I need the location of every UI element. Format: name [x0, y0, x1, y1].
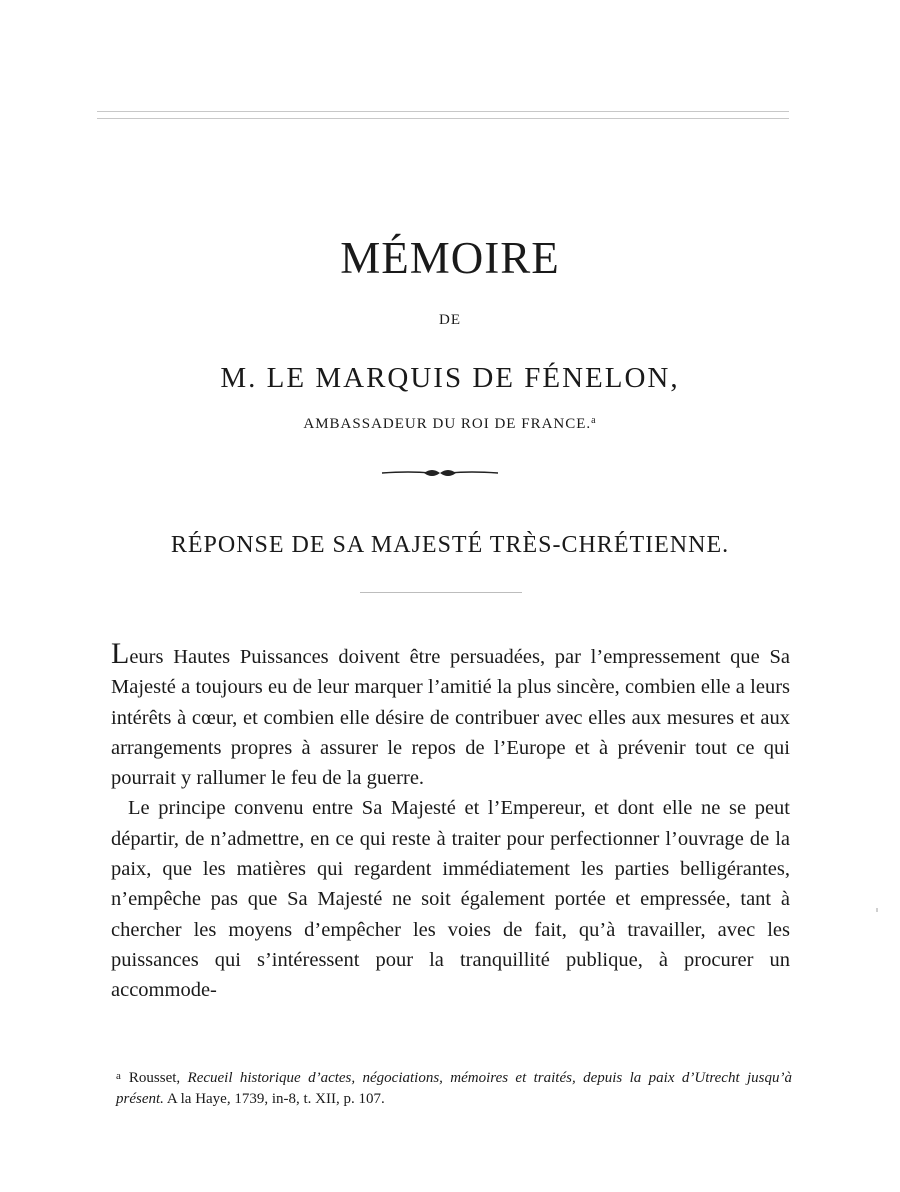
author-role: [0, 411, 900, 434]
footnote-work-title: Recueil historique d’actes, négociations, mémoires et traités, depuis la paix d’Utrecht jusqu’à présent.: [116, 1070, 792, 1107]
author-role-text: AMBASSADEUR DU ROI DE FRANCE.: [303, 416, 592, 432]
footnote-mark: a: [116, 1070, 121, 1082]
body-text: [111, 637, 790, 1006]
footnote-author: Rousset,: [128, 1070, 181, 1086]
footnote: [116, 1066, 792, 1110]
page-title: MÉMOIRE: [340, 233, 560, 283]
section-subtitle: RÉPONSE DE SA MAJESTÉ TRÈS-CHRÉTIENNE.: [170, 532, 730, 558]
footnote-reference: a: [591, 415, 597, 426]
author-name: M. LE MARQUIS DE FÉNELON,: [220, 362, 680, 394]
footnote-publication: A la Haye, 1739, in-8, t. XII, p. 107.: [166, 1091, 385, 1107]
title-preposition: DE: [439, 312, 461, 328]
header-double-rule: [97, 111, 789, 119]
paragraph-2: Le principe convenu entre Sa Majesté et l’Empereur, et dont elle ne se peut départir, de n’admettre, en ce qui reste à traiter pour perfectionner l’ouvrage de la paix, que les matières qui regardent immédiatement les parties belligérantes, n’empêche pas que Sa Majesté ne soit également portée et empressée, tant à chercher les moyens d’empêcher les voies de fait, qu’à travailler, avec les puissances qui s’intéressent pour la tranquillité publique, à procurer un accommode-: [111, 797, 790, 1002]
drop-cap: L: [111, 637, 130, 670]
margin-speck: [876, 908, 878, 912]
ornament-divider-icon: [380, 466, 500, 480]
paragraph-1-text: eurs Hautes Puissances doivent être persuadées, par l’empressement que Sa Majesté a toujours eu de leur marquer l’amitié la plus sincère, combien elle a leurs intérêts à cœur, et combien elle désire de contribuer avec elles aux mesures et aux arrangements propres à assurer le repos de l’Europe et à prévenir tout ce qui pourrait y rallumer le feu de la guerre.: [111, 646, 790, 790]
subtitle-rule: [360, 592, 522, 593]
paragraph-1: [111, 637, 790, 793]
